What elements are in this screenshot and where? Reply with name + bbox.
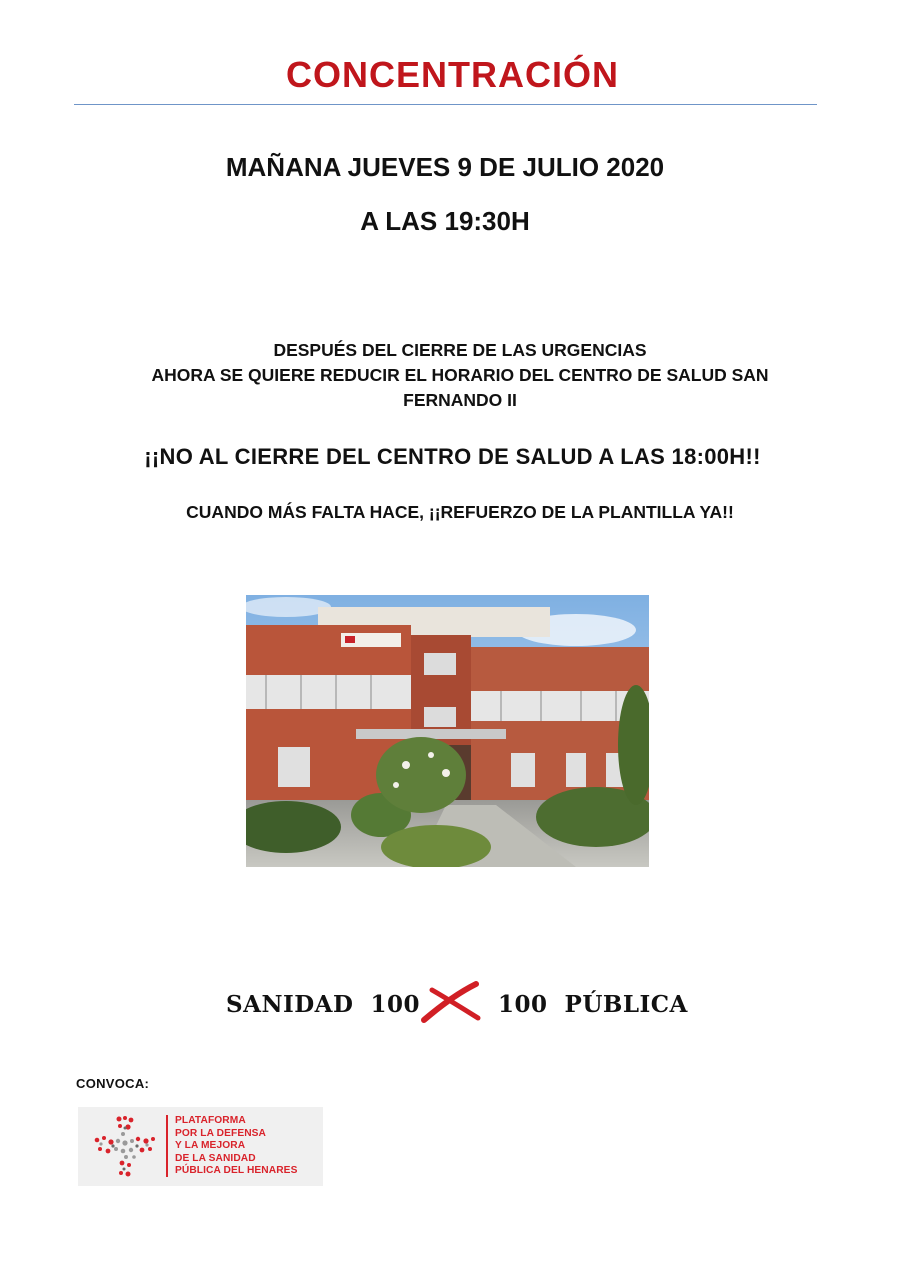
- logo-divider: [166, 1115, 168, 1177]
- convoca-label: CONVOCA:: [76, 1076, 150, 1091]
- intro-line-1: DESPUÉS DEL CIERRE DE LAS URGENCIAS: [273, 340, 647, 360]
- logo-line-1: PLATAFORMA: [175, 1115, 246, 1126]
- mosaic-cross-icon: [92, 1113, 158, 1179]
- logo-line-3: Y LA MEJORA: [175, 1140, 246, 1151]
- title-divider: [74, 104, 817, 105]
- staff-slogan: CUANDO MÁS FALTA HACE, ¡¡REFUERZO DE LA PLANTILLA YA!!: [186, 502, 734, 522]
- intro-line-2: AHORA SE QUIERE REDUCIR EL HORARIO DEL CENTRO DE SALUD SAN: [151, 365, 769, 385]
- motto-sanidad: SANIDAD 100: [226, 991, 420, 1018]
- health-center-photo: [246, 595, 649, 867]
- logo-line-2: POR LA DEFENSA: [175, 1127, 267, 1139]
- event-date: MAÑANA JUEVES 9 DE JULIO 2020: [225, 152, 665, 182]
- logo-text: [175, 1115, 297, 1178]
- closing-slogan: ¡¡NO AL CIERRE DEL CENTRO DE SALUD A LAS 18:00H!!: [144, 444, 761, 469]
- platform-logo: [78, 1107, 323, 1186]
- logo-line-4: DE LA SANIDAD: [175, 1152, 256, 1164]
- logo-line-5: PÚBLICA DEL HENARES: [175, 1165, 298, 1176]
- page-title: CONCENTRACIÓN: [286, 54, 619, 95]
- event-time: A LAS 19:30H: [360, 206, 530, 236]
- intro-paragraph: [40, 338, 880, 413]
- intro-line-3: FERNANDO II: [403, 390, 517, 410]
- motto-publica: 100 PÚBLICA: [498, 991, 688, 1018]
- x-cross-icon: [418, 980, 482, 1024]
